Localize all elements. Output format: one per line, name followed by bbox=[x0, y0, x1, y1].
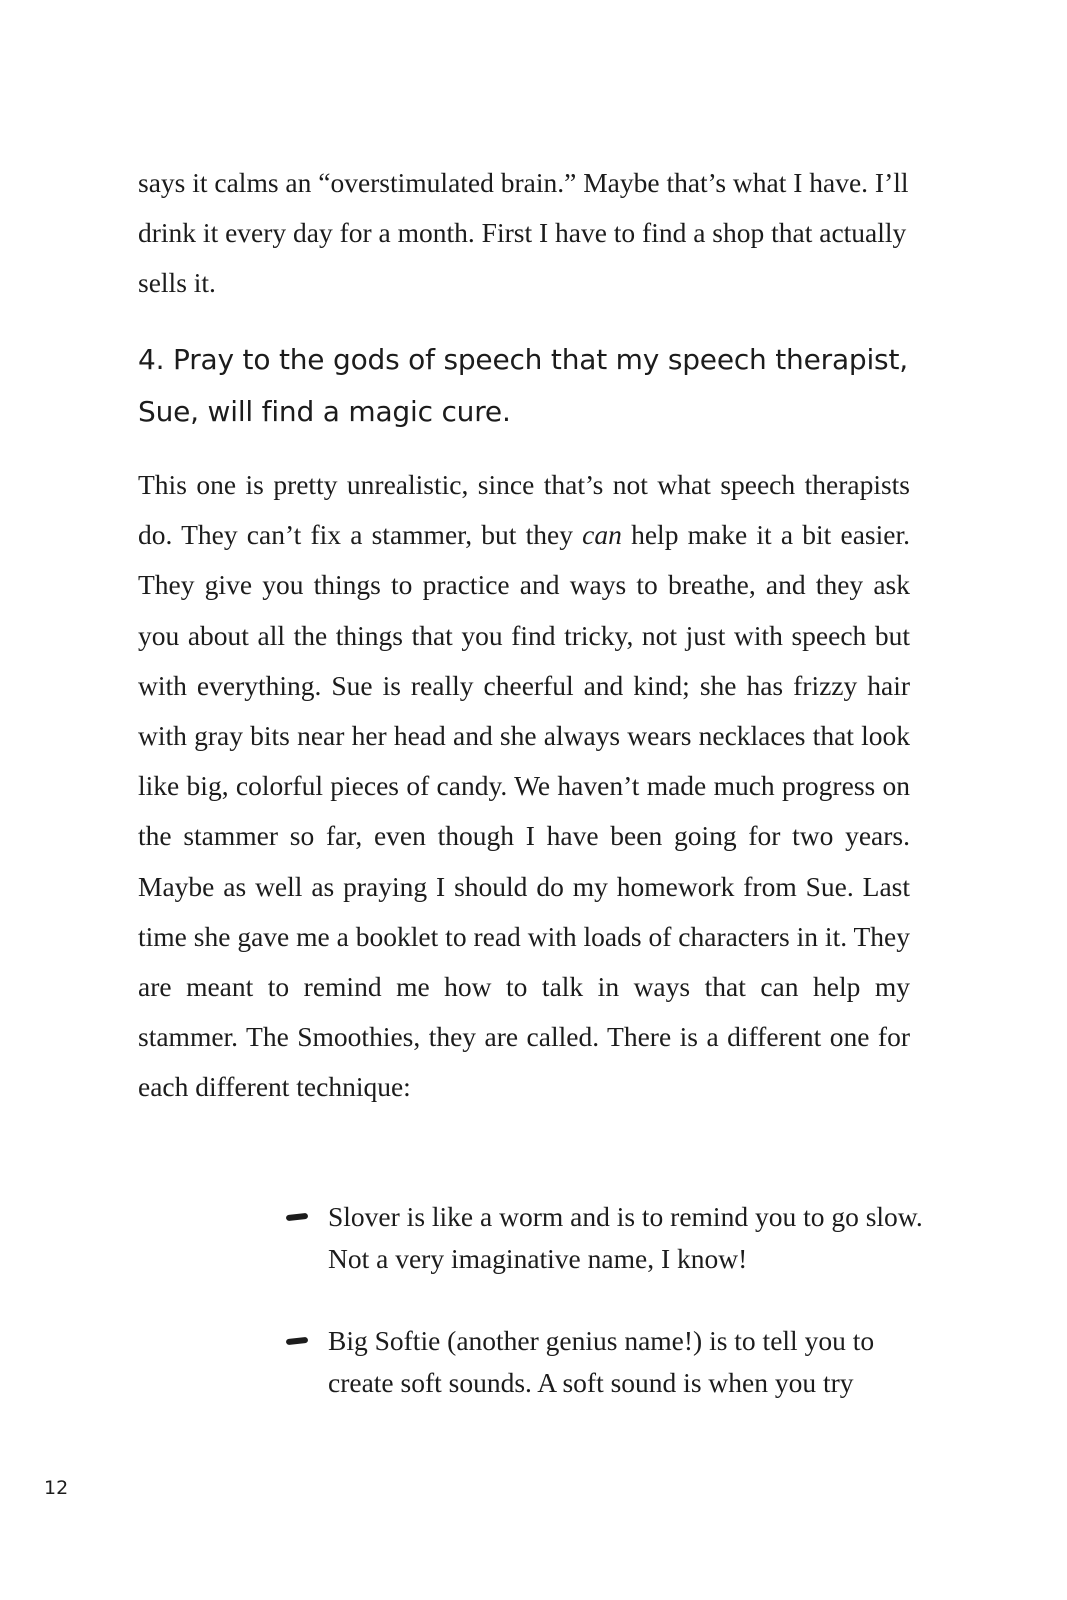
main-paragraph bbox=[138, 460, 910, 1113]
dash-bullet-icon bbox=[286, 1213, 309, 1221]
main-paragraph-emphasis: can bbox=[582, 519, 622, 551]
list-heading: 4. Pray to the gods of speech that my speech therapist, Sue, will find a magic cure. bbox=[138, 343, 908, 428]
top-paragraph: says it calms an “overstimulated brain.” Maybe that’s what I have. I’ll drink it every day for a month. First I have to find a shop that actually sells it. bbox=[138, 167, 909, 299]
bullet-text: Slover is like a worm and is to remind you to go slow. Not a very imaginative name, I know! bbox=[328, 1201, 923, 1274]
dash-bullet-icon bbox=[286, 1337, 309, 1345]
main-paragraph-part2: help make it a bit easier. They give you things to practice and ways to breathe, and they ask you about all the things that you find tricky, not just with speech but with everything. Sue is really cheerful and kind; she has frizzy hair with gray bits near her head and she always wears necklaces that look like big, colorful pieces of candy. We haven’t made much progress on the stammer so far, even though I have been going for two years. Maybe as well as praying I should do my homework from Sue. Last time she gave me a booklet to read with loads of characters in it. They are meant to remind me how to talk in ways that can help my stammer. The Smoothies, they are called. There is a different one for each different technique: bbox=[138, 519, 910, 1103]
main-paragraph-part1: This one is pretty unrealistic, since that’s not what speech therapists do. They can’t fix a stammer, but they bbox=[138, 469, 910, 551]
page-number: 12 bbox=[44, 1477, 69, 1499]
technique-list bbox=[286, 1196, 926, 1444]
list-item bbox=[286, 1196, 926, 1280]
bullet-text: Big Softie (another genius name!) is to tell you to create soft sounds. A soft sound is when you try bbox=[328, 1325, 875, 1398]
list-item bbox=[286, 1320, 926, 1404]
